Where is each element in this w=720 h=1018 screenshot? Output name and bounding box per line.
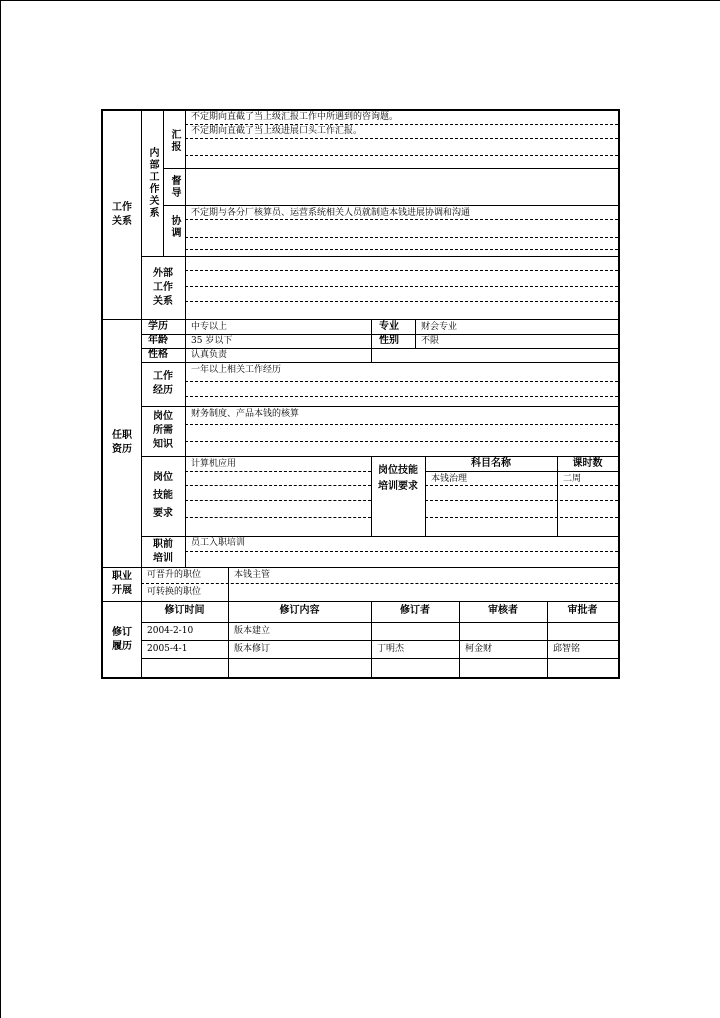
coordinate-line-1: 不定期与各分厂核算员、运营系统相关人员就制造本钱进展协调和沟通: [191, 208, 471, 218]
age-label: 年龄: [148, 335, 168, 346]
revision-header-approver: 审批者: [567, 605, 598, 616]
revision-row-1-date: 2004-2-10: [147, 626, 194, 636]
major-label: 专业: [379, 321, 399, 332]
external-relations-label: 外部工作关系: [153, 268, 173, 307]
revision-section-label: 修订履历: [112, 627, 132, 652]
page-border-top: [0, 0, 720, 1]
education-value: 中专以上: [191, 322, 228, 332]
coordinate-label: 协调: [169, 215, 180, 239]
job-description-form: [101, 109, 620, 679]
revision-header-reviser: 修订者: [400, 605, 430, 616]
revision-row-1-content: 版本建立: [234, 626, 271, 636]
report-line-2: 不定期向直截了当上级进展口头工作汇报。: [191, 126, 363, 136]
pre-training-label: 职前培训: [153, 538, 173, 564]
report-line-1: 不定期向直截了当上级汇报工作中所遇到的咨询题。: [191, 112, 399, 122]
revision-row-2-reviewer: 柯金财: [465, 644, 493, 654]
career-section-label: 职业开展: [112, 571, 132, 596]
page-border-left: [0, 0, 1, 1018]
revision-row-2-date: 2005-4-1: [147, 644, 188, 654]
major-value: 财会专业: [421, 322, 458, 332]
relations-section-label: 工作关系: [112, 202, 132, 227]
education-label: 学历: [148, 321, 168, 332]
revision-row-2-reviser: 丁明杰: [377, 644, 405, 654]
skills-label: 岗位技能要求: [153, 472, 173, 519]
promote-label: 可晋升的职位: [147, 570, 202, 580]
personality-label: 性格: [148, 349, 168, 360]
knowledge-value: 财务制度、产品本钱的核算: [191, 409, 300, 419]
skills-value: 计算机应用: [191, 459, 237, 469]
internal-relations-label: 内部工作关系: [147, 147, 158, 219]
revision-row-2-content: 版本修订: [234, 644, 271, 654]
personality-value: 认真负责: [191, 350, 228, 360]
experience-value: 一年以上相关工作经历: [191, 365, 282, 375]
age-value: 35 岁以下: [191, 336, 233, 346]
gender-label: 性别: [379, 335, 399, 346]
revision-header-date: 修订时间: [164, 605, 205, 616]
pre-training-value: 员工入职培训: [191, 538, 246, 548]
hours-header: 课时数: [572, 458, 603, 469]
promote-value: 本钱主管: [234, 570, 271, 580]
course-header: 科目名称: [471, 458, 511, 469]
course-value: 本钱治理: [431, 474, 468, 484]
report-label: 汇报: [169, 129, 180, 153]
training-req-label: 岗位技能培训要求: [378, 465, 418, 492]
supervise-label: 督导: [169, 175, 180, 199]
revision-row-2-approver: 邱智铭: [553, 644, 581, 654]
revision-header-content: 修订内容: [279, 605, 320, 616]
gender-value: 不限: [421, 336, 440, 346]
transfer-label: 可转换的职位: [147, 587, 202, 597]
knowledge-label: 岗位所需知识: [153, 411, 173, 450]
experience-label: 工作经历: [153, 371, 173, 396]
qualifications-section-label: 任职资历: [112, 430, 132, 455]
hours-value: 二周: [563, 474, 582, 484]
revision-header-reviewer: 审核者: [488, 605, 518, 616]
